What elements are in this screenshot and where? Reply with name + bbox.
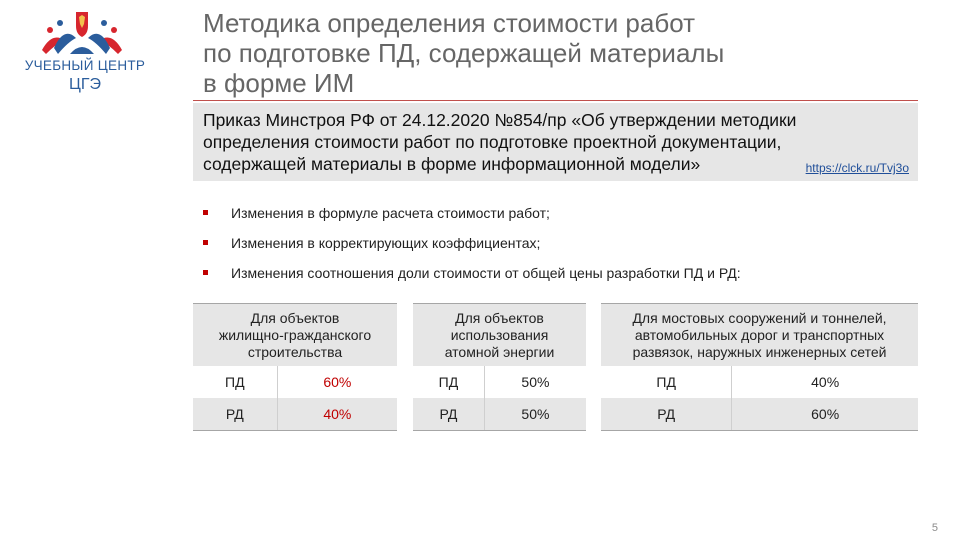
table-row [601, 366, 918, 398]
row-value: 40% [277, 398, 397, 430]
row-label: ПД [601, 366, 732, 398]
ratio-table-residential [193, 303, 397, 431]
table-header-line: строительства [247, 344, 343, 360]
table-header [413, 304, 586, 367]
ratio-table-nuclear [413, 303, 586, 431]
logo [10, 10, 160, 105]
slide-title-line: по подготовке ПД, содержащей материалы [203, 38, 725, 68]
row-value: 50% [484, 366, 586, 398]
table-row [193, 398, 397, 430]
bullet-square-icon [203, 240, 208, 245]
slide-title [203, 8, 823, 98]
table-row [193, 366, 397, 398]
table-header [601, 304, 918, 367]
table-header-line: развязок, наружных инженерных сетей [632, 344, 887, 360]
row-value: 40% [732, 366, 918, 398]
row-value: 60% [277, 366, 397, 398]
ratio-table-infrastructure [601, 303, 918, 431]
table-header-line: жилищно-гражданского [218, 327, 372, 343]
changes-list [203, 205, 741, 295]
order-reference-box [193, 103, 918, 181]
slide-title-line: Методика определения стоимости работ [203, 8, 696, 38]
table-header-line: использования [450, 327, 549, 343]
table-header-line: Для мостовых сооружений и тоннелей, [632, 310, 887, 326]
order-link[interactable]: https://clck.ru/Tvj3o [805, 161, 909, 175]
bullet-square-icon [203, 270, 208, 275]
table-row [413, 398, 586, 430]
table-header-line: атомной энергии [444, 344, 555, 360]
table-header-line: Для объектов [250, 310, 340, 326]
table-row [413, 366, 586, 398]
logo-text-line2: ЦГЭ [69, 76, 101, 93]
list-item [203, 265, 741, 281]
table-row [601, 398, 918, 430]
table-header-line: Для объектов [455, 310, 544, 326]
slide-title-line: в форме ИМ [203, 68, 355, 98]
emblem-figures-icon [40, 10, 124, 56]
row-label: РД [413, 398, 484, 430]
row-label: ПД [193, 366, 277, 398]
list-item-text: Изменения в корректирующих коэффициентах; [231, 235, 541, 251]
logo-text-line1: УЧЕБНЫЙ ЦЕНТР [24, 58, 146, 73]
page-number: 5 [931, 522, 938, 534]
row-label: РД [193, 398, 277, 430]
list-item [203, 235, 741, 251]
order-text-line: Приказ Минстроя РФ от 24.12.2020 №854/пр «Об утверждении методики [203, 110, 797, 130]
list-item-text: Изменения соотношения доли стоимости от общей цены разработки ПД и РД: [231, 265, 741, 281]
table-header [193, 304, 397, 367]
row-value: 50% [484, 398, 586, 430]
order-text-line: содержащей материалы в форме информационной модели» [203, 154, 701, 174]
row-label: ПД [413, 366, 484, 398]
bullet-square-icon [203, 210, 208, 215]
row-label: РД [601, 398, 732, 430]
table-header-line: автомобильных дорог и транспортных [634, 327, 885, 343]
title-divider [193, 100, 918, 101]
row-value: 60% [732, 398, 918, 430]
list-item [203, 205, 741, 221]
list-item-text: Изменения в формуле расчета стоимости работ; [231, 205, 550, 221]
order-text-line: определения стоимости работ по подготовке проектной документации, [203, 132, 782, 152]
